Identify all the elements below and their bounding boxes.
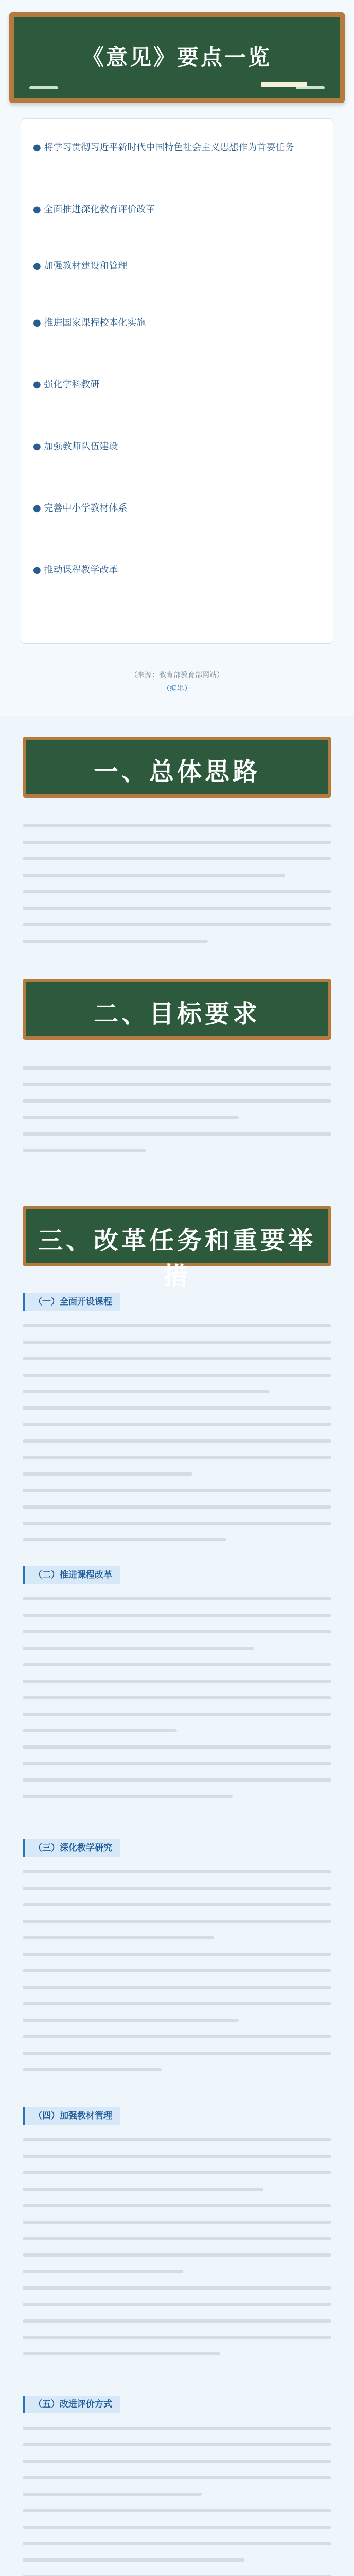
subsection-heading: （五）改进评价方式 — [23, 2396, 120, 2413]
chalk-stick — [261, 82, 307, 87]
section-banner-2 — [23, 979, 331, 1040]
text-block — [23, 2138, 331, 2369]
summary-item: ● 加强教材建设和管理 — [33, 261, 128, 272]
text-block — [23, 824, 331, 956]
summary-title: 《意见》要点一览 — [82, 45, 272, 70]
text-block — [23, 2427, 331, 2576]
text-block — [23, 1870, 331, 2084]
subsection-heading: （三）深化教学研究 — [23, 1839, 120, 1857]
section-title-3: 三、改革任务和重要举措 — [38, 1226, 316, 1291]
summary-item: ● 将学习贯彻习近平新时代中国特色社会主义思想作为首要任务 — [33, 142, 294, 153]
chalk-decoration-icon — [29, 84, 58, 91]
section-title-1: 一、总体思路 — [93, 757, 260, 786]
section-banner-3 — [23, 1206, 331, 1291]
section-title-2: 二、目标要求 — [93, 999, 260, 1028]
summary-title-board — [9, 12, 345, 103]
summary-item: ● 推进国家课程校本化实施 — [33, 317, 146, 328]
edit-link[interactable]: （编辑） — [163, 685, 191, 693]
subsection-heading: （二）推进课程改革 — [23, 1566, 120, 1584]
source-note: （来源：教育部教育部网站） — [130, 671, 224, 680]
summary-item: ● 完善中小学教材体系 — [33, 503, 128, 514]
text-block — [23, 1066, 331, 1165]
subsection-heading: （四）加强教材管理 — [23, 2107, 120, 2125]
text-block — [23, 1597, 331, 1811]
summary-item: ● 推动课程教学改革 — [33, 565, 118, 575]
summary-item: ● 强化学科教研 — [33, 379, 100, 390]
text-block — [23, 1324, 331, 1555]
summary-item: ● 全面推进深化教育评价改革 — [33, 204, 155, 215]
subsection-heading: （一）全面开设课程 — [23, 1293, 120, 1311]
section-banner-1 — [23, 737, 331, 798]
summary-item: ● 加强教师队伍建设 — [33, 441, 118, 452]
